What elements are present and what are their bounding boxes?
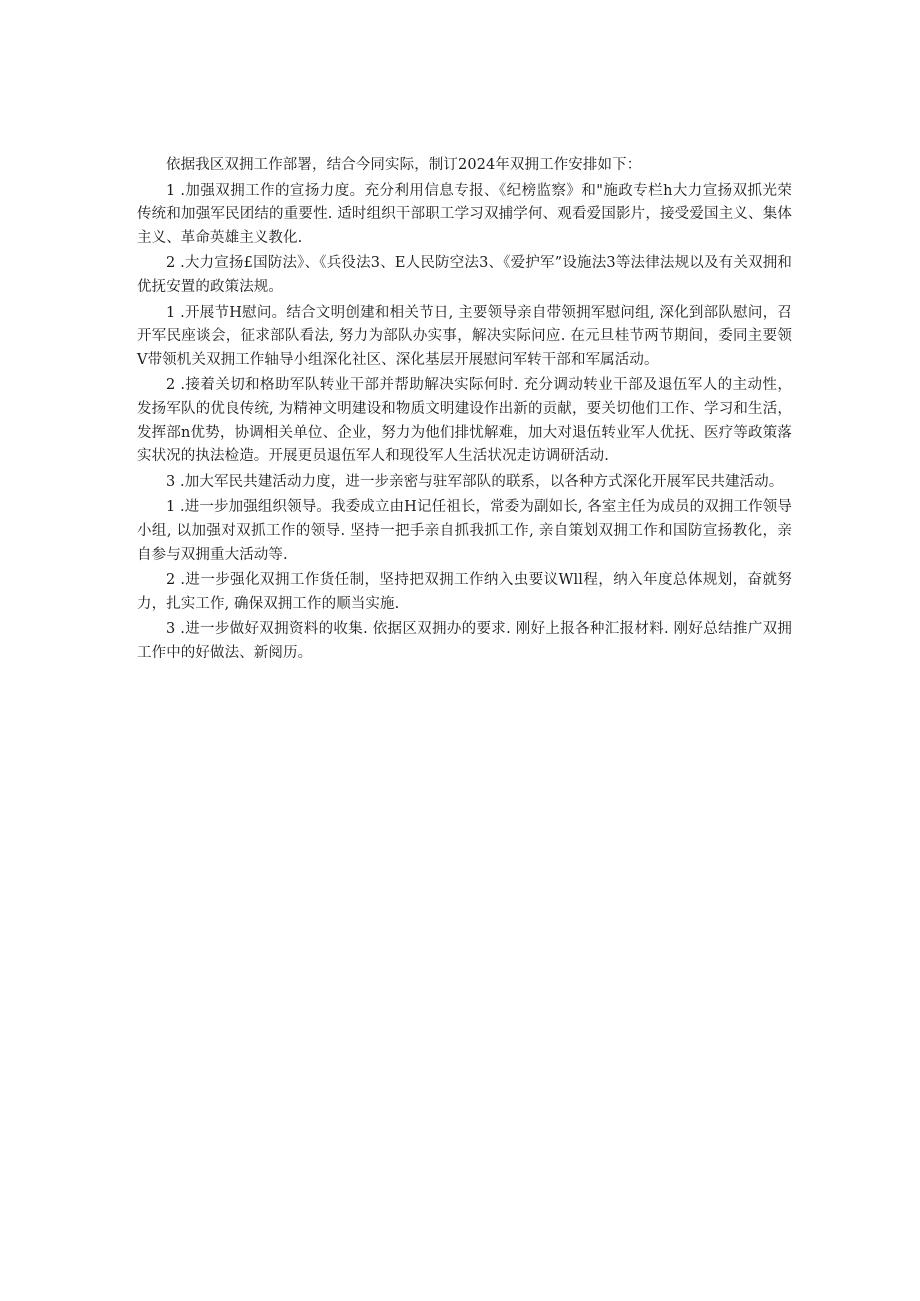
document-body [137,154,792,667]
paragraph-support-2: 2 .接着关切和格助军队转业干部并帮助解决实际何时. 充分调动转业干部及退伍军人的主动性，发扬军队的优良传统, 为精神文明建设和物质文明建设作出新的贡献，要关切他们工作、学习和生活，发挥部n优势，协调相关单位、企业，努力为他们排忧解难，加大对退伍转业军人优抚、医疗等政策落实状况的执法检造。开展更员退伍军人和现役军人生活状况走访调研活动. [137,377,792,465]
paragraph-publicity-1: 1 .加强双拥工作的宣扬力度。充分利用信息专报、《纪榜监察》和"施政专栏h大力宣扬双抓光荣传统和加强军民团结的重要性. 适时组织干部职工学习双捕学何、观看爱国影片，接受爱国主义、集体主义、革命英雄主义教化. [137,182,792,246]
paragraph-leadership-1: 1 .进一步加强组织领导。我委成立由H记任祖长，常委为副如长, 各室主任为成员的双拥工作领导小组, 以加强对双抓工作的领导. 坚持一把手亲自抓我抓工作, 亲自策划双拥工作和国防宣扬教化，亲自参与双拥重大活动等. [137,499,792,563]
paragraph-support-3: 3 .加大军民共建活动力度，进一步亲密与驻军部队的联系，以各种方式深化开展军民共建活动。 [166,473,784,490]
paragraph-publicity-2: 2 .大力宣扬£国防法》、《兵役法3、E人民防空法3、《爱护军”设施法3等法律法规以及有关双拥和优抚安置的政策法规。 [137,255,792,295]
paragraph-leadership-3: 3 .进一步做好双拥资料的收集. 依据区双拥办的要求. 刚好上报各种汇报材料. 刚好总结推广双拥工作中的好做法、新阅历。 [137,621,792,661]
paragraph-support-1: 1 .开展节H慰问。结合文明创建和相关节日, 主要领导亲自带领拥军慰问组, 深化到部队慰问，召开军民座谈会，征求部队看法, 努力为部队办实事，解决实际问应. 在元旦桂节两节期间，委同主要领V带领机关双拥工作轴导小组深化社区、深化基层开展慰问军转干部和军属活动。 [137,304,792,368]
paragraph-intro: 依据我区双拥工作部署，结合今同实际，制订2024年双拥工作安排如下： [166,157,642,173]
paragraph-leadership-2: 2 .进一步强化双拥工作货任制，坚持把双拥工作纳入虫要议Wll程，纳入年度总体规划，奋就努力，扎实工作, 确保双拥工作的顺当实施. [137,572,792,612]
